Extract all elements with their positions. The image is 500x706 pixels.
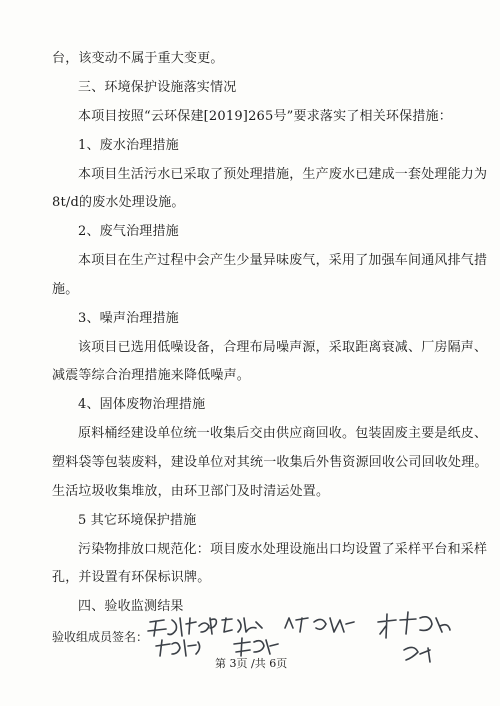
subheading-exhaust: 2、废气治理措施 <box>78 224 179 239</box>
section-heading-3: 三、环境保护设施落实情况 <box>78 80 237 95</box>
text-line-11: 该项目已选用低噪设备，合理布局噪声源，采取距离衰减、厂房隔声、 <box>78 340 488 355</box>
text-line-12: 减震等综合治理措施来降低噪声。 <box>52 368 251 383</box>
subheading-noise: 3、噪声治理措施 <box>78 311 179 326</box>
signature-3 <box>285 618 354 632</box>
subheading-other: 5 其它环境保护措施 <box>78 513 197 528</box>
signature-5 <box>156 640 200 656</box>
page-number: 第 3页 /共 6页 <box>215 657 288 670</box>
signature-6 <box>234 638 278 656</box>
section-heading-4: 四、验收监测结果 <box>78 599 184 614</box>
text-line-1: 台，该变动不属于重大变更。 <box>52 51 224 66</box>
subheading-wastewater: 1、废水治理措施 <box>78 138 179 153</box>
signature-4 <box>378 612 450 638</box>
text-line-14: 原料桶经建设单位统一收集后交由供应商回收。包装固废主要是纸皮、 <box>78 426 488 441</box>
signature-1 <box>148 618 209 636</box>
text-line-8: 本项目在生产过程中会产生少量异味废气，采用了加强车间通风排气措 <box>78 253 488 268</box>
text-line-6: 8t/d的废水处理设施。 <box>52 195 185 210</box>
text-line-19: 孔，并设置有环保标识牌。 <box>52 570 211 585</box>
subheading-solid-waste: 4、固体废物治理措施 <box>78 397 206 412</box>
text-line-18: 污染物排放口规范化：项目废水处理设施出口均设置了采样平台和采样 <box>78 542 488 557</box>
text-line-9: 施。 <box>52 282 79 297</box>
signature-label: 验收组成员签名： <box>52 630 149 644</box>
signature-7 <box>404 647 430 662</box>
signature-2 <box>210 618 262 634</box>
text-line-3: 本项目按照“云环保建[2019]265号”要求落实了相关环保措施： <box>78 109 452 124</box>
text-line-5: 本项目生活污水已采取了预处理措施，生产废水已建成一套处理能力为 <box>78 167 488 182</box>
text-line-15: 塑料袋等包装废料，建设单位对其统一收集后外售资源回收公司回收处理。 <box>52 455 488 470</box>
text-line-16: 生活垃圾收集堆放，由环卫部门及时清运处置。 <box>52 484 330 499</box>
